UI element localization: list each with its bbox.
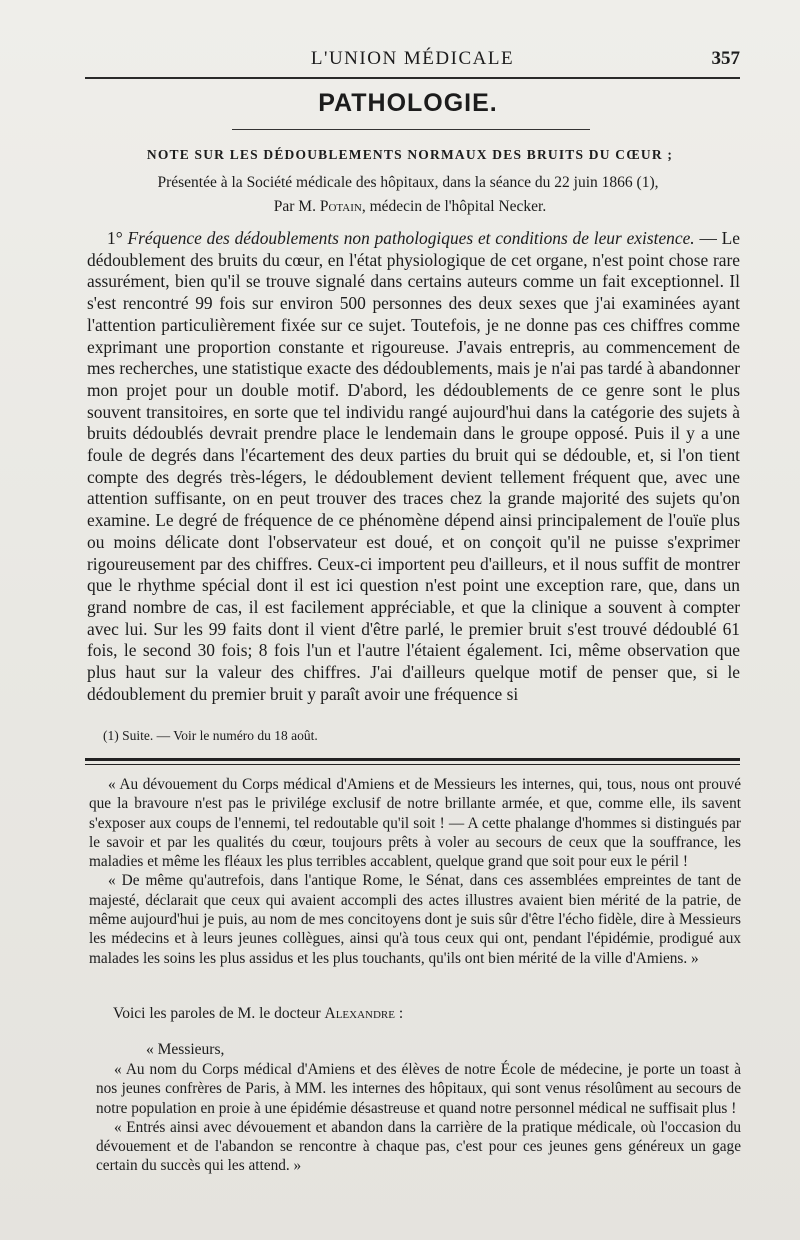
running-title: L'UNION MÉDICALE	[310, 48, 515, 69]
speech-intro-suffix: :	[394, 1005, 404, 1022]
article-body	[87, 228, 740, 705]
running-header	[85, 46, 740, 76]
header-rule	[85, 77, 740, 79]
lead-number: 1°	[107, 228, 123, 248]
quote-paragraph: « Au dévouement du Corps médical d'Amiens et de Messieurs les internes, qui, tous, nous ont prouvé que la bravoure n'est pas le privilége exclusif de notre brillante armée, et que, comme elle, ils savent s'exposer aux coups de l'ennemi, tel redoutable qu'il soit ! — A cette phalange d'hommes si distingués par le savoir et par les qualités du cœur, toujours prêts à voler au secours de ceux que la souffrance, les maladies et même les fléaux les plus terribles accablent, quelque grand que soit pour eux le péril !	[89, 776, 741, 871]
title-rule	[232, 129, 590, 130]
separator-rule-thick	[85, 758, 740, 761]
body-paragraph	[87, 228, 740, 705]
body-text: — Le dédoublement des bruits du cœur, en l'état physiologique de cet organe, n'est point chose rare assurément, bien qu'il se trouve signalé dans certains auteurs comme un fait exceptionnel. Il s'est rencontré 99 fois sur environ 500 personnes des deux sexes que j'ai examinées ayant l'attention particulièrement fixée sur ce sujet. Toutefois, je ne donne pas ces chiffres comme exprimant une proportion constante et rigoureuse. J'avais entrepris, au commencement de mes recherches, une statistique exacte des dédoublements, mais je n'ai pas tardé à abandonner mon projet pour un double motif. D'abord, les dédoublements de ce genre sont le plus souvent transitoires, en sorte que tel individu rangé aujourd'hui dans la catégorie des sujets à bruits dédoublés devrait prendre place le lendemain dans le groupe opposé. Puis il y a une foule de degrés dans l'écartement des deux parties du bruit qui se dédouble, et, si l'on tient compte des degrés très-légers, le dédoublement devient tellement fréquent que, avec une attention suffisante, on en peut trouver des traces chez la grande majorité des sujets qu'on examine. Le degré de fréquence de ce phénomène dépend ainsi principalement de l'ouïe plus ou moins délicate dont l'observateur est doué, et on conçoit qu'il ne puisse s'exprimer rigoureusement par des chiffres. Ceux-ci importent peu d'ailleurs, et il nous suffit de montrer que le rhythme spécial dont il est ici question n'est point une exception rare, que, dans un grand nombre de cas, il est facilement appréciable, et que la clinique a souvent à compter avec lui. Sur les 99 faits dont il vient d'être parlé, le premier bruit s'est trouvé dédoublé 61 fois, le second 30 fois; 8 fois l'un et l'autre l'étaient également. Ici, même observation que plus haut sur la valeur des chiffres. J'ai d'ailleurs quelque motif de penser que, si le dédoublement du premier bruit y paraît avoir une fréquence si	[87, 228, 740, 704]
lead-heading: Fréquence des dédoublements non pathologiques et conditions de leur existence.	[127, 228, 695, 248]
separator-rule-thin	[85, 764, 740, 765]
byline-prefix: Par M.	[273, 198, 316, 215]
byline-suffix: , médecin de l'hôpital Necker.	[361, 198, 547, 215]
author-name: Potain	[319, 198, 362, 215]
speech-paragraph: « Au nom du Corps médical d'Amiens et des élèves de notre École de médecine, je porte un toast à nos jeunes confrères de Paris, à MM. les internes des hôpitaux, qui sont venus résolûment au secours de notre population en proie à une épidémie désastreuse et quand notre personnel médical ne suffisait plus !	[96, 1061, 741, 1117]
footnote: (1) Suite. — Voir le numéro du 18 août.	[103, 728, 318, 743]
presentation-line: Présentée à la Société médicale des hôpitaux, dans la séance du 22 juin 1866 (1),	[157, 174, 659, 191]
speech-intro-prefix: Voici les paroles de M. le docteur	[113, 1005, 321, 1022]
speech-text	[96, 1060, 741, 1176]
salutation: « Messieurs,	[146, 1041, 225, 1058]
section-title: PATHOLOGIE.	[318, 89, 498, 117]
byline	[10, 198, 800, 216]
toast-quote	[89, 775, 741, 968]
speech-paragraph: « Entrés ainsi avec dévouement et abandon dans la carrière de la pratique médicale, où l'occasion du dévouement et de l'abandon se rencontre à chaque pas, c'est pour ces jeunes gens généreux un gage certain du succès qui les attend. »	[96, 1118, 741, 1175]
speech-intro	[113, 1005, 403, 1023]
quote-paragraph: « De même qu'autrefois, dans l'antique Rome, le Sénat, dans ces assemblées empreintes de tant de majesté, déclarait que ceux qui avaient accompli des actes illustres avaient bien mérité de la patrie, de même aujourd'hui je puis, au nom de mes concitoyens dont je suis sûr d'être l'écho fidèle, dire à Messieurs les médecins et à leurs jeunes collègues, ainsi qu'à tous ceux qui ont, pendant l'épidémie, prodigué aux malades les soins les plus assidus et les plus touchants, qu'ils ont bien mérité de la ville d'Amiens. »	[89, 872, 741, 967]
note-title: NOTE SUR LES DÉDOUBLEMENTS NORMAUX DES BRUITS DU CŒUR ;	[146, 147, 674, 162]
speaker-name: Alexandre	[324, 1005, 395, 1022]
page-number: 357	[711, 48, 740, 69]
